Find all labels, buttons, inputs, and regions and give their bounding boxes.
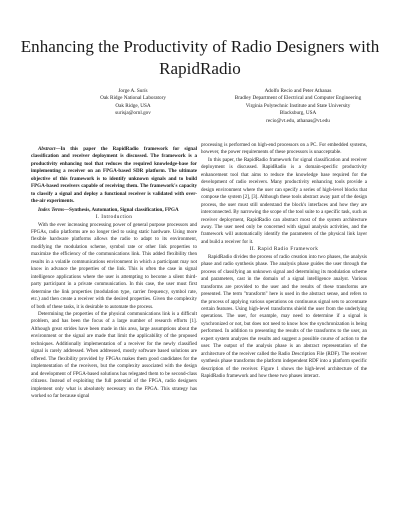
paragraph: RapidRadio divides the process of radio creation into two phases, the analysis phase and radio synthesis phase. The analysis phase guides the user through the process of classifying an unknown signal and determining its modulation scheme and parameters, cast in the domain of a signal intelligence analyst. Various transforms are provided to the user and the results of these transforms are presented. The term "transform" here is used in the abstract sense, and refers to the process of applying various operations on continuous signal sets to accentuate certain features. Using high-level transforms shield the user from the underlying operations. The user, for example, may need to determine if a signal is synchronized or not, but does not need to know how the synchronization is being performed. In addition to presenting the results of the transforms to the user, an expert system analyzes the results and suggest a possible course of action to the user. The output of the analysis phase is an abstract representation of the architecture of the receiver called the Radio Description File (RDF). The receiver synthesis phase transforms the platform independent RDF into a platform specific description of the receiver. Figure 1 shows the high-level architecture of the RapidRadio framework and how these two phases interact. xyxy=(201,253,367,380)
paragraph: In this paper, the RapidRadio framework for signal classification and receiver deployment is discussed. RapidRadio is a domain-specific productivity enhancement tool that aims to reduce the knowledge base required for the development of radio receivers. Many productivity enhancing tools provide a design environment where the user can specify a series of high-level blocks that compose the system [2], [3]. Although these tools abstract away part of the design process, the user must still understand the block's interfaces and how they are interconnected. By narrowing the scope of the tool suite to a specific task, such as receiver deployment, RapidRadio can abstract most of the system architecture away. The user need only be concerned with signal analysis activities, and the framework will automatically identify the parameters of the physical link layer and build a receiver for it. xyxy=(201,156,367,245)
right-column xyxy=(201,142,367,381)
index-terms-text: —Synthesis, Automation, Signal classification, FPGA xyxy=(64,206,179,213)
paragraph: processing is performed on high-end processors on a PC. For embedded systems, however, the power requirements of these processors is unacceptable. xyxy=(201,142,367,156)
left-column xyxy=(31,146,197,400)
paragraph: With the ever increasing processing power of general purpose processors and FPGAs, radio platforms are no longer tied to using static hardware. Using more flexible hardware platforms allows the radio to adapt to its environment, modifying the modulation scheme, symbol rate or other link properties to maximize the efficiency of the communications link. This added flexibility then results in a volatile communications environment in which a participant may not know in advance the properties of the link. This is often the case in signal intelligence applications where the user is attempting to become a silent third-party participant in a private communication. In this case, the user must first determine the link properties (modulation type, carrier frequency, symbol rate, etc.) and then create a receiver with the desired properties. Given the complexity of both of these tasks, it is desirable to automate the process. xyxy=(31,221,197,310)
author-names: Adolfo Recio and Peter Athanas xyxy=(264,88,332,94)
abstract-label: Abstract xyxy=(38,146,56,152)
author-block-1 xyxy=(63,88,203,118)
author-department: Bradley Department of Electrical and Computer Engineering xyxy=(234,95,362,102)
author-affiliation: Virginia Polytechnic Institute and State University xyxy=(245,102,351,109)
author-email: recio@vt.edu, athanas@vt.edu xyxy=(266,117,330,124)
abstract xyxy=(31,146,197,206)
section-heading-framework: II. Rapid Radio Framework xyxy=(249,246,319,253)
index-terms xyxy=(31,207,197,214)
paragraph: Determining the properties of the physical communications link is a difficult problem, and has been the focus of a large number of research efforts [1]. Although great strides have been made in this area, large assumptions about the environment or the signal are made that limit the applicability of the proposed techniques. Additionally implementation of a receiver for the newly classified signal is rarely addressed. When addressed, mostly software based solutions are offered. The flexibility provided by FPGAs makes them good candidates for the implementation of the receivers, but the complexity associated with the design and development of FPGA-based solutions has relegated them to be second-class citizens. Instead of exploiting the full potential of the FPGA, radio designers implement only what is absolutely necessary on the FPGA. This strategy has worked so far because signal xyxy=(31,310,197,399)
author-affiliation: Oak Ridge National Laboratory xyxy=(100,95,166,102)
author-names: Jorge A. Surís xyxy=(118,88,148,94)
author-location: Blacksburg, USA xyxy=(279,110,317,117)
section-heading-introduction: I. Introduction xyxy=(95,214,133,221)
author-block-2 xyxy=(213,88,383,125)
index-terms-label: Index Terms xyxy=(38,206,65,213)
author-location: Oak Ridge, USA xyxy=(115,102,151,109)
author-email: surisja@ornl.gov xyxy=(115,110,151,117)
abstract-text: —In this paper the RapidRadio framework for signal classification and receiver deployment is discussed. The framework is a productivity enhancing tool that reduces the required knowledge-base for implementing a receiver on an FPGA-based SDR platform. The ultimate objective of this framework is to identify unknown signals and to build FPGA-based receivers capable of receiving them. The framework's capacity to classify a signal and deploy a functional receiver is validated with over-the-air experiments. xyxy=(31,146,197,205)
paper-title: Enhancing the Productivity of Radio Designers with RapidRadio xyxy=(20,37,380,78)
